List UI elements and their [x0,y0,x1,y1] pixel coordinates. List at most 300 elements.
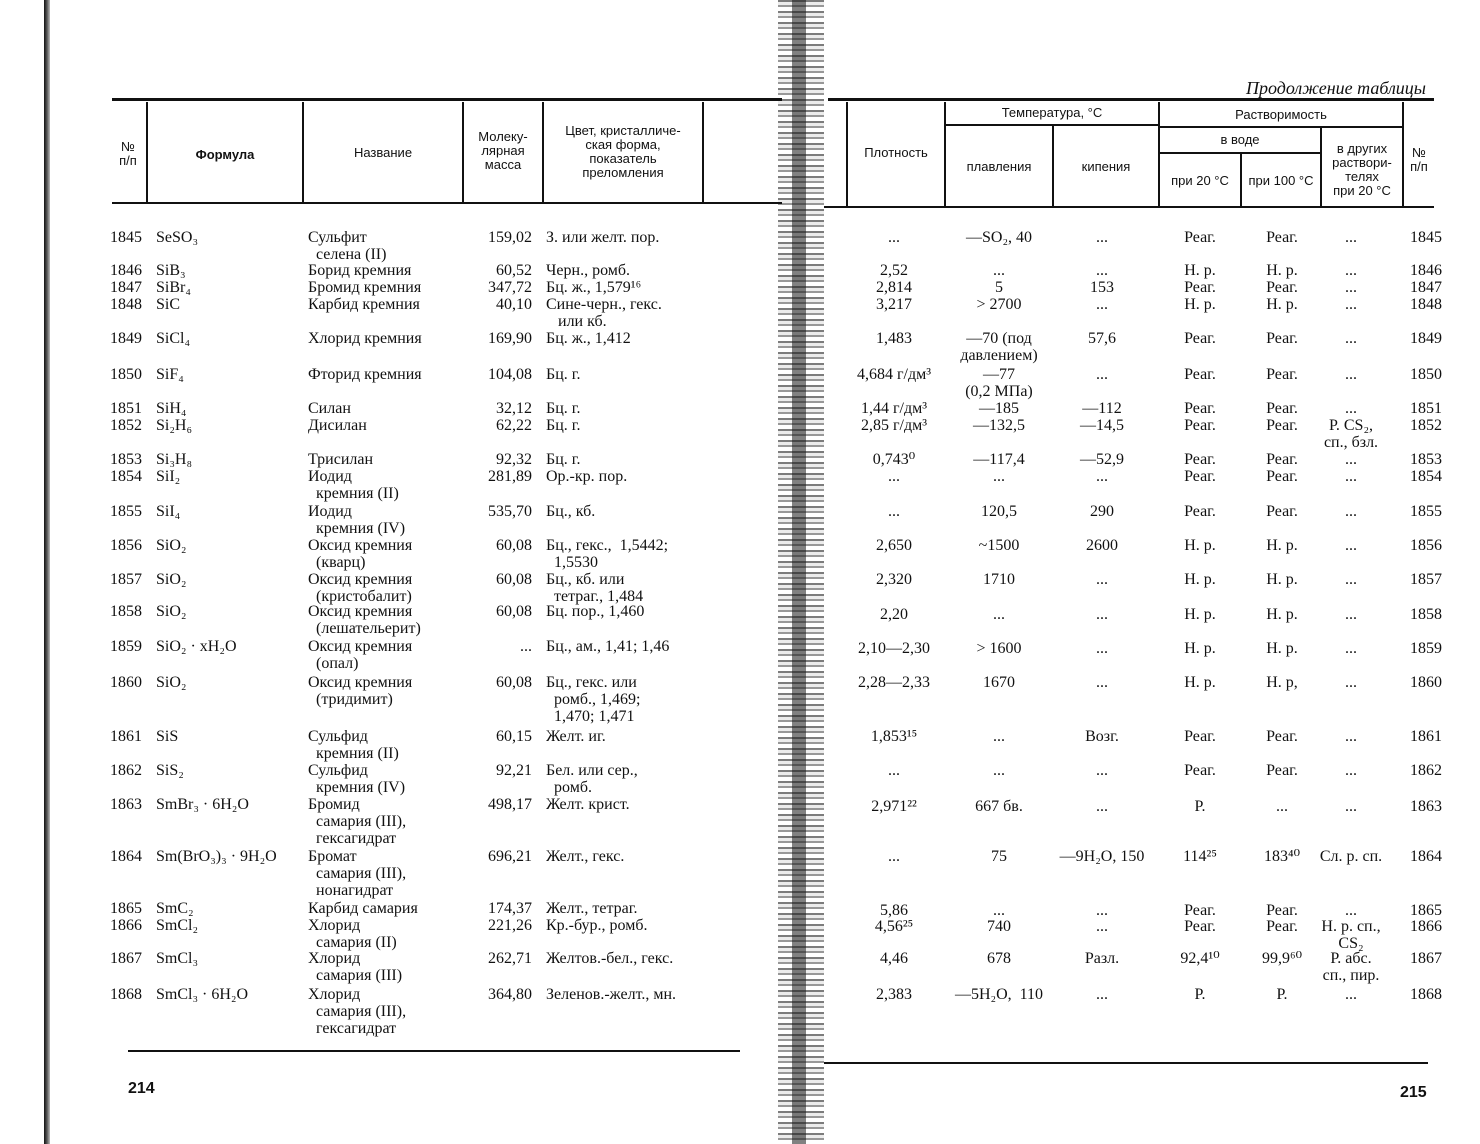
row-density: ... [888,762,900,779]
table-row [824,640,1480,660]
row-melting-point: —70 (под давлением) [960,330,1038,364]
row-number: 1868 [110,986,142,1003]
row-boiling-point: ... [1096,366,1108,383]
row-solubility-20: Реаг. [1184,400,1216,417]
row-boiling-point: —9H₂O, 150 [1059,848,1145,865]
row-solubility-other: ... [1345,229,1357,246]
header-sub-rule [946,124,1158,126]
row-density: 2,20 [880,606,908,623]
row-boiling-point: 290 [1090,503,1114,520]
row-melting-point: 120,5 [981,503,1017,520]
table-bottom-rule [128,1050,740,1052]
row-description: Желт., гекс. [546,848,625,865]
row-number: 1851 [110,400,142,417]
row-solubility-100: Реаг. [1266,918,1298,935]
row-boiling-point: ... [1096,986,1108,1003]
table-row [824,296,1480,316]
row-melting-point: —132,5 [973,417,1025,434]
row-solubility-20: Р. [1194,986,1206,1003]
row-boiling-point: 57,6 [1088,330,1116,347]
table-bottom-rule [824,1062,1428,1064]
row-description: Зеленов.-желт., мн. [546,986,677,1003]
row-melting-point: ... [993,902,1005,919]
row-solubility-20: 92,4¹⁰ [1180,950,1220,967]
row-number: 1861 [110,728,142,745]
row-molar-mass: 281,89 [488,468,532,485]
row-number: 1845 [1410,229,1442,246]
table-row [52,330,778,350]
row-melting-point: ... [993,762,1005,779]
col-header-num: № п/п [119,139,137,168]
row-name: Бромид кремния [308,279,422,296]
row-number: 1852 [1410,417,1442,434]
row-boiling-point: ... [1096,640,1108,657]
row-formula: SiBr₄ [156,279,191,296]
row-formula: SmCl₃ [156,950,199,967]
table-top-rule [828,98,1434,101]
left-page [52,0,778,1144]
row-solubility-100: Реаг. [1266,468,1298,485]
table-top-rule [112,98,782,101]
row-number: 1860 [110,674,142,691]
row-formula: SiB₃ [156,262,186,279]
row-density: 4,56²⁵ [874,918,914,935]
row-name: Сульфид кремния (II) [308,728,399,762]
row-solubility-100: Реаг. [1266,400,1298,417]
row-density: 2,650 [876,537,912,554]
table-row [52,537,778,571]
row-molar-mass: 40,10 [496,296,532,313]
row-solubility-20: Реаг. [1184,468,1216,485]
row-melting-point: —5H₂O, 110 [954,986,1044,1003]
row-boiling-point: ... [1096,762,1108,779]
col-header-in-water: в воде [1220,132,1260,147]
row-density: 3,217 [876,296,912,313]
row-solubility-100: Реаг. [1266,762,1298,779]
row-name: Хлорид самария (III), гексагидрат [308,986,407,1037]
row-molar-mass: 159,02 [488,229,532,246]
row-name: Иодид кремния (II) [308,468,399,502]
row-density: 2,28—2,33 [858,674,930,691]
row-solubility-other: ... [1345,366,1357,383]
row-number: 1857 [1410,571,1442,588]
row-density: 2,320 [876,571,912,588]
row-name: Оксид кремния (тридимит) [308,674,413,708]
row-number: 1860 [1410,674,1442,691]
header-bottom-rule [112,202,782,204]
row-number: 1854 [110,468,142,485]
row-number: 1851 [1410,400,1442,417]
table-row [52,468,778,502]
table-row [824,674,1480,694]
table-row [824,762,1480,782]
row-formula: SiH₄ [156,400,187,417]
row-boiling-point: ... [1096,262,1108,279]
row-number: 1864 [110,848,142,865]
row-description: Бц. г. [546,417,581,434]
row-number: 1865 [1410,902,1442,919]
row-solubility-other: ... [1345,296,1357,313]
row-number: 1867 [110,950,142,967]
row-solubility-20: Н. р. [1184,262,1216,279]
col-header-water-100: при 100 °C [1248,173,1314,188]
row-boiling-point: 2600 [1086,537,1118,554]
row-density: 1,483 [876,330,912,347]
row-solubility-other: Р. CS₂, сп., бзл. [1323,417,1379,451]
row-molar-mass: 92,32 [496,451,532,468]
row-solubility-20: Реаг. [1184,229,1216,246]
row-melting-point: 75 [991,848,1007,865]
row-solubility-other: ... [1345,902,1357,919]
row-boiling-point: Разл. [1084,950,1120,967]
row-solubility-other: ... [1345,503,1357,520]
row-number: 1868 [1410,986,1442,1003]
table-row [52,848,778,899]
row-molar-mass: 60,08 [496,571,532,588]
row-boiling-point: ... [1096,606,1108,623]
header-sub-rule [1160,152,1320,154]
row-solubility-20: Н. р. [1184,571,1216,588]
row-molar-mass: 104,08 [488,366,532,383]
row-number: 1846 [1410,262,1442,279]
row-solubility-other: ... [1345,798,1357,815]
row-solubility-100: Реаг. [1266,728,1298,745]
row-solubility-other: ... [1345,279,1357,296]
row-number: 1849 [110,330,142,347]
row-density: 4,684 г/дм³ [856,366,932,383]
table-row [52,296,778,330]
table-row [52,638,778,672]
row-number: 1855 [1410,503,1442,520]
row-boiling-point: ... [1096,798,1108,815]
table-row [52,366,778,386]
row-name: Бромид самария (III), гексагидрат [308,796,407,847]
row-density: ... [888,503,900,520]
row-description: Желт. крист. [546,796,630,813]
row-number: 1848 [1410,296,1442,313]
row-boiling-point: Возг. [1085,728,1119,745]
row-boiling-point: —14,5 [1080,417,1124,434]
row-number: 1856 [110,537,142,554]
table-row [824,537,1480,557]
row-number: 1867 [1410,950,1442,967]
row-solubility-other: ... [1345,986,1357,1003]
row-solubility-other: ... [1345,537,1357,554]
row-solubility-other: Н. р. сп., CS₂ [1321,918,1381,952]
table-row [52,917,778,951]
row-description: З. или желт. пор. [546,229,660,246]
row-number: 1853 [1410,451,1442,468]
row-formula: SiO₂ · xH₂O [156,638,237,655]
row-formula: SmC₂ [156,900,194,917]
table-row [824,503,1480,523]
row-solubility-20: Реаг. [1184,366,1216,383]
table-row [824,468,1480,488]
row-molar-mass: 60,08 [496,603,532,620]
row-molar-mass: 60,15 [496,728,532,745]
row-solubility-100: Реаг. [1266,229,1298,246]
row-description: Бц. ж., 1,579¹⁶ [546,279,642,296]
row-solubility-20: Реаг. [1184,503,1216,520]
row-molar-mass: 32,12 [496,400,532,417]
row-number: 1857 [110,571,142,588]
row-solubility-100: 183⁴⁰ [1264,848,1300,865]
row-melting-point: —77 (0,2 МПа) [965,366,1033,400]
row-name: Дисилан [308,417,367,434]
row-solubility-other: ... [1345,728,1357,745]
row-number: 1862 [110,762,142,779]
row-name: Трисилан [308,451,374,468]
row-molar-mass: 262,71 [488,950,532,967]
row-solubility-100: Н. р. [1266,262,1298,279]
row-solubility-100: Н. р. [1266,606,1298,623]
row-formula: SiF₄ [156,366,184,383]
table-row [52,796,778,847]
row-solubility-20: Реаг. [1184,918,1216,935]
row-solubility-other: ... [1345,762,1357,779]
row-density: 2,814 [876,279,912,296]
row-melting-point: ~1500 [978,537,1020,554]
row-melting-point: —117,4 [973,451,1025,468]
row-solubility-100: Реаг. [1266,503,1298,520]
row-number: 1864 [1410,848,1442,865]
row-formula: SiI₄ [156,503,181,520]
row-number: 1848 [110,296,142,313]
row-name: Сульфит селена (II) [308,229,387,263]
row-molar-mass: 60,52 [496,262,532,279]
table-row [824,417,1480,451]
row-melting-point: ... [993,606,1005,623]
row-solubility-20: Н. р. [1184,606,1216,623]
row-melting-point: 1670 [983,674,1015,691]
row-melting-point: ... [993,262,1005,279]
row-name: Бромат самария (III), нонагидрат [308,848,407,899]
row-solubility-100: Н. р. [1266,571,1298,588]
row-description: Желт., тетраг. [546,900,638,917]
row-molar-mass: 535,70 [488,503,532,520]
row-name: Оксид кремния (кристобалит) [308,571,413,605]
row-number: 1858 [1410,606,1442,623]
row-molar-mass: 60,08 [496,674,532,691]
row-boiling-point: ... [1096,229,1108,246]
table-row [52,674,778,725]
row-name: Хлорид самария (III) [308,950,403,984]
row-number: 1855 [110,503,142,520]
page-number-right: 215 [1400,1084,1427,1101]
row-solubility-100: Н. р, [1266,674,1298,691]
row-number: 1859 [110,638,142,655]
row-description: Ор.-кр. пор. [546,468,628,485]
row-description: Сине-черн., гекс. или кб. [546,296,662,330]
table-row [52,728,778,762]
col-header-boiling: кипения [1081,159,1131,174]
row-molar-mass: 60,08 [496,537,532,554]
table-row [824,728,1480,748]
row-description: Бц. г. [546,366,581,383]
row-density: 1,853¹⁵ [870,728,918,745]
row-density: ... [888,229,900,246]
row-number: 1863 [110,796,142,813]
page-edge-shadow [44,0,50,1144]
row-solubility-100: Реаг. [1266,902,1298,919]
row-solubility-other: Сл. р. сп. [1319,848,1383,865]
row-formula: SiO₂ [156,603,187,620]
row-formula: SiCl₄ [156,330,191,347]
row-solubility-100: Реаг. [1266,279,1298,296]
row-number: 1861 [1410,728,1442,745]
col-header-density: Плотность [864,145,928,160]
row-melting-point: ... [993,728,1005,745]
row-melting-point: 678 [987,950,1011,967]
table-row [824,918,1480,952]
row-name: Хлорид самария (II) [308,917,397,951]
row-number: 1863 [1410,798,1442,815]
table-row [824,798,1480,818]
row-number: 1865 [110,900,142,917]
row-molar-mass: 347,72 [488,279,532,296]
row-solubility-other: ... [1345,571,1357,588]
col-header-name: Название [353,145,413,160]
row-number: 1853 [110,451,142,468]
table-row [52,417,778,437]
book-spine-shadow [792,0,806,1144]
row-solubility-other: ... [1345,262,1357,279]
row-solubility-20: 114²⁵ [1183,848,1217,865]
row-melting-point: 5 [995,279,1003,296]
row-solubility-100: Н. р. [1266,296,1298,313]
row-solubility-20: Реаг. [1184,902,1216,919]
row-formula: Si₃H₈ [156,451,193,468]
row-solubility-20: Н. р. [1184,537,1216,554]
row-solubility-other: ... [1345,606,1357,623]
row-formula: SiS [156,728,179,745]
continuation-title: Продолжение таблицы [1245,78,1426,98]
header-bottom-rule [824,206,1434,208]
row-formula: SiI₂ [156,468,181,485]
row-solubility-20: Реаг. [1184,451,1216,468]
row-description: Желтов.-бел., гекс. [546,950,674,967]
row-density: 2,10—2,30 [858,640,930,657]
row-number: 1847 [110,279,142,296]
table-row [52,762,778,796]
row-description: Бц. г. [546,451,581,468]
row-solubility-100: Реаг. [1266,330,1298,347]
row-description: Кр.-бур., ромб. [546,917,648,934]
row-name: Карбид самария [308,900,418,917]
table-row [824,571,1480,591]
row-boiling-point: ... [1096,468,1108,485]
row-melting-point: 1710 [983,571,1015,588]
row-number: 1854 [1410,468,1442,485]
row-formula: SiO₂ [156,674,187,691]
row-formula: Sm(BrO₃)₃ · 9H₂O [156,848,277,865]
table-row [824,848,1480,868]
row-name: Оксид кремния (лешательерит) [308,603,421,637]
row-formula: SmCl₃ · 6H₂O [156,986,249,1003]
row-name: Сульфид кремния (IV) [308,762,406,796]
row-solubility-100: Н. р. [1266,537,1298,554]
row-melting-point: ... [993,468,1005,485]
row-melting-point: —SO₂, 40 [965,229,1033,246]
row-solubility-other: ... [1345,330,1357,347]
row-solubility-100: 99,9⁶⁰ [1262,950,1302,967]
row-molar-mass: ... [520,638,532,655]
table-row [824,330,1480,364]
table-row [52,571,778,605]
col-header-temperature: Температура, °C [1001,105,1103,120]
row-boiling-point: ... [1096,918,1108,935]
row-molar-mass: 169,90 [488,330,532,347]
row-formula: SmBr₃ · 6H₂O [156,796,249,813]
row-solubility-100: Реаг. [1266,366,1298,383]
row-solubility-100: Реаг. [1266,417,1298,434]
row-boiling-point: ... [1096,674,1108,691]
row-description: Бц. г. [546,400,581,417]
row-solubility-other: ... [1345,640,1357,657]
row-solubility-20: Н. р. [1184,674,1216,691]
row-number: 1866 [1410,918,1442,935]
row-description: Желт. иг. [546,728,606,745]
row-number: 1846 [110,262,142,279]
row-formula: SiO₂ [156,571,187,588]
row-number: 1850 [1410,366,1442,383]
table-row [824,366,1480,400]
table-row [824,986,1480,1006]
row-formula: Si₂H₆ [156,417,193,434]
row-solubility-20: Реаг. [1184,762,1216,779]
row-name: Фторид кремния [308,366,422,383]
row-formula: SiS₂ [156,762,184,779]
row-solubility-20: Н. р. [1184,296,1216,313]
row-formula: SiO₂ [156,537,187,554]
row-solubility-100: Р. [1276,986,1288,1003]
row-melting-point: 667 бв. [975,798,1023,815]
row-molar-mass: 92,21 [496,762,532,779]
row-molar-mass: 498,17 [488,796,532,813]
row-number: 1859 [1410,640,1442,657]
table-row [824,229,1480,249]
row-molar-mass: 221,26 [488,917,532,934]
row-solubility-other: ... [1345,468,1357,485]
row-solubility-20: Реаг. [1184,417,1216,434]
header-divider [702,102,704,202]
row-density: 2,52 [880,262,908,279]
row-molar-mass: 174,37 [488,900,532,917]
col-header-solubility: Растворимость [1235,107,1327,122]
row-solubility-20: Реаг. [1184,330,1216,347]
row-density: 2,85 г/дм³ [860,417,928,434]
row-number: 1852 [110,417,142,434]
table-row [52,229,778,263]
table-row [52,503,778,537]
row-description: Бц., ам., 1,41; 1,46 [546,638,670,655]
row-solubility-20: Н. р. [1184,640,1216,657]
row-density: 5,86 [880,902,908,919]
row-name: Оксид кремния (кварц) [308,537,413,571]
table-row [52,950,778,984]
row-description: Бц., кб. или тетраг., 1,484 [546,571,644,605]
row-name: Карбид кремния [308,296,420,313]
row-name: Борид кремния [308,262,412,279]
row-molar-mass: 364,80 [488,986,532,1003]
row-molar-mass: 696,21 [488,848,532,865]
row-number: 1858 [110,603,142,620]
row-description: Бц., гекс., 1,5442; 1,5530 [546,537,669,571]
row-solubility-20: Реаг. [1184,279,1216,296]
row-description: Бц., кб. [546,503,596,520]
row-solubility-20: Реаг. [1184,728,1216,745]
row-number: 1849 [1410,330,1442,347]
